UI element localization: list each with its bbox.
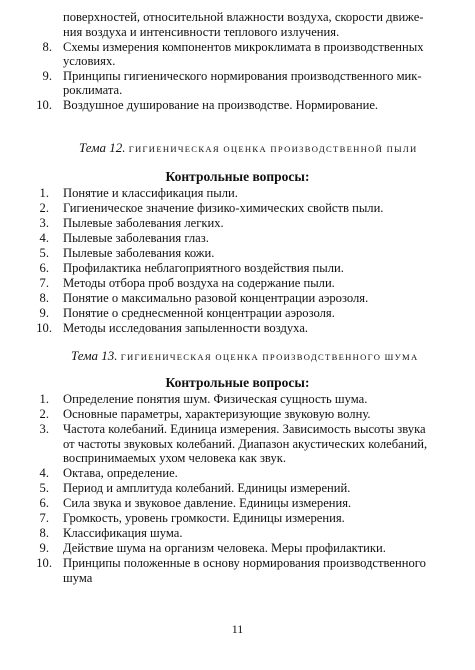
- item-text: Понятие о максимально разовой концентрации аэрозоля.: [63, 291, 369, 305]
- item-number: 2.: [39, 201, 49, 215]
- item-text: Частота колебаний. Единица измерения. Зависимость высоты звука: [63, 422, 426, 436]
- item-number: 10.: [36, 556, 52, 570]
- item-text: Гигиеническое значение физико-химических свойств пыли.: [63, 201, 384, 215]
- item-number: 4.: [39, 466, 49, 480]
- item-text: Методы отбора проб воздуха на содержание пыли.: [63, 276, 335, 290]
- item-number: 1.: [39, 186, 49, 200]
- item-text: Принципы положенные в основу нормирования производственного: [63, 556, 426, 570]
- page-number: 11: [231, 622, 244, 636]
- item-number: 5.: [39, 246, 49, 260]
- item-number: 9.: [39, 541, 49, 555]
- item-number: 5.: [39, 481, 49, 495]
- item-text: Сила звука и звуковое давление. Единицы измерения.: [63, 496, 352, 510]
- item-number: 7.: [39, 276, 49, 290]
- topic-name: ГИГИЕНИЧЕСКАЯ ОЦЕНКА ПРОИЗВОДСТВЕННОГО ШУМА: [120, 352, 419, 362]
- topic-name: ГИГИЕНИЧЕСКАЯ ОЦЕНКА ПРОИЗВОДСТВЕННОЙ ПЫЛИ: [128, 144, 418, 154]
- item-number: 9.: [42, 69, 52, 83]
- continuation-line: ния воздуха и интенсивности теплового излучения.: [63, 25, 340, 39]
- item-text: Понятие о среднесменной концентрации аэрозоля.: [63, 306, 335, 320]
- item-text: Пылевые заболевания глаз.: [63, 231, 209, 245]
- item-number: 9.: [39, 306, 49, 320]
- topic-title: [71, 348, 419, 364]
- item-text: Пылевые заболевания легких.: [63, 216, 224, 230]
- section-heading: Контрольные вопросы:: [165, 169, 310, 184]
- item-text-continuation: шума: [63, 571, 93, 585]
- item-number: 1.: [39, 392, 49, 406]
- item-text: Громкость, уровень громкости. Единицы измерения.: [63, 511, 345, 525]
- item-number: 3.: [39, 422, 49, 436]
- item-number: 3.: [39, 216, 49, 230]
- section-heading: Контрольные вопросы:: [165, 375, 310, 390]
- topic-number: Тема 12.: [79, 140, 126, 155]
- item-number: 10.: [36, 321, 52, 335]
- topic-title: [79, 140, 418, 156]
- item-text: Октава, определение.: [63, 466, 178, 480]
- item-text: Профилактика неблагоприятного воздействия пыли.: [63, 261, 344, 275]
- item-text-continuation: условиях.: [63, 54, 116, 68]
- item-text: Схемы измерения компонентов микроклимата в производственных: [63, 40, 424, 54]
- item-text: Период и амплитуда колебаний. Единицы измерений.: [63, 481, 351, 495]
- item-text: Принципы гигиенического нормирования производственного мик-: [63, 69, 422, 83]
- item-number: 8.: [42, 40, 52, 54]
- item-text: Пылевые заболевания кожи.: [63, 246, 215, 260]
- topic-number: Тема 13.: [71, 348, 118, 363]
- item-number: 2.: [39, 407, 49, 421]
- item-number: 8.: [39, 291, 49, 305]
- item-text: Основные параметры, характеризующие звуковую волну.: [63, 407, 371, 421]
- continuation-line: поверхностей, относительной влажности воздуха, скорости движе-: [63, 10, 424, 24]
- item-text: Определение понятия шум. Физическая сущность шума.: [63, 392, 368, 406]
- item-number: 4.: [39, 231, 49, 245]
- item-number: 6.: [39, 496, 49, 510]
- item-text-continuation: роклимата.: [63, 83, 123, 97]
- item-text: Понятие и классификация пыли.: [63, 186, 238, 200]
- item-number: 8.: [39, 526, 49, 540]
- item-number: 6.: [39, 261, 49, 275]
- item-text-continuation: от частоты звуковых колебаний. Диапазон акустических колебаний,: [63, 437, 428, 451]
- item-text: Классификация шума.: [63, 526, 183, 540]
- item-text-continuation: воспринимаемых ухом человека как звук.: [63, 451, 287, 465]
- item-text: Методы исследования запыленности воздуха.: [63, 321, 309, 335]
- item-text: Воздушное душирование на производстве. Нормирование.: [63, 98, 379, 112]
- item-number: 10.: [36, 98, 52, 112]
- item-text: Действие шума на организм человека. Меры профилактики.: [63, 541, 386, 555]
- item-number: 7.: [39, 511, 49, 525]
